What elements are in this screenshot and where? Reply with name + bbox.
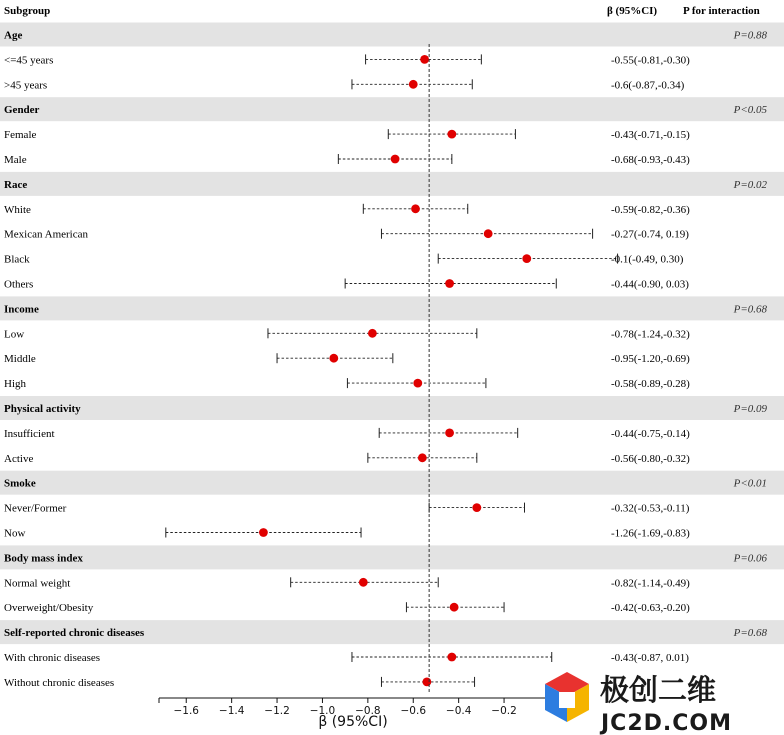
estimate-point <box>411 204 420 213</box>
estimate-point <box>422 678 431 687</box>
subgroup-label: <=45 years <box>4 54 54 67</box>
estimate-point <box>420 55 429 64</box>
group-label: Physical activity <box>4 403 81 415</box>
group-label: Income <box>4 303 39 316</box>
beta-ci-value: -0.32(-0.53,-0.11) <box>611 502 690 515</box>
subgroup-label: White <box>4 203 31 216</box>
subgroup-label: Mexican American <box>4 228 88 241</box>
group-label: Gender <box>4 104 40 117</box>
x-tick-label: −0.4 <box>445 705 472 717</box>
subgroup-header: Subgroup <box>4 5 51 17</box>
beta-ci-value: -0.43(-0.71,-0.15) <box>611 129 690 142</box>
beta-ci-value: -0.44(-0.75,-0.14) <box>611 427 690 440</box>
group-p-value: P=0.88 <box>733 29 767 42</box>
beta-ci-value: -0.59(-0.82,-0.36) <box>611 203 690 216</box>
watermark-latin: JC2D.COM <box>601 711 732 735</box>
group-label: Race <box>4 178 28 191</box>
group-band <box>0 172 784 196</box>
x-tick-label: −0.2 <box>491 705 517 717</box>
watermark-chinese: 极创二维 <box>600 673 717 707</box>
estimate-point <box>259 528 268 537</box>
beta-ci-value: -0.55(-0.81,-0.30) <box>611 54 690 67</box>
x-tick-label: −1.2 <box>264 705 290 717</box>
group-band <box>0 471 784 495</box>
x-axis-label: β (95%CI) <box>318 714 388 730</box>
beta-ci-value: -0.68(-0.93,-0.43) <box>611 154 690 166</box>
subgroup-label: Without chronic diseases <box>4 676 115 689</box>
group-label: Self-reported chronic diseases <box>4 627 145 640</box>
estimate-point <box>445 429 454 438</box>
subgroup-label: Never/Former <box>4 502 67 515</box>
beta-ci-value: -0.6(-0.87,-0.34) <box>611 79 685 92</box>
subgroup-label: Middle <box>4 353 36 366</box>
estimate-point <box>445 279 454 288</box>
group-band <box>0 296 784 320</box>
subgroup-label: Others <box>4 278 34 291</box>
group-p-value: P=0.02 <box>733 178 767 191</box>
beta-ci-value: -0.95(-1.20,-0.69) <box>611 353 690 366</box>
subgroup-label: Insufficient <box>4 427 55 440</box>
estimate-point <box>359 578 368 587</box>
estimate-point <box>418 453 427 462</box>
estimate-point <box>472 503 481 512</box>
subgroup-label: Active <box>4 452 34 465</box>
beta-ci-value: -1.26(-1.69,-0.83) <box>611 527 690 540</box>
subgroup-label: Normal weight <box>4 577 71 590</box>
subgroup-label: >45 years <box>4 79 48 92</box>
beta-ci-value: -0.42(-0.63,-0.20) <box>611 602 690 615</box>
subgroup-label: Low <box>4 328 25 341</box>
x-tick-label: −1.4 <box>218 705 245 717</box>
cube-icon <box>545 672 589 722</box>
group-p-value: P=0.09 <box>733 403 767 415</box>
beta-ci-value: -0.56(-0.80,-0.32) <box>611 452 690 465</box>
subgroup-label: Female <box>4 129 37 142</box>
beta-ci-value: -0.78(-1.24,-0.32) <box>611 328 690 341</box>
subgroup-label: Black <box>4 253 30 266</box>
beta-ci-value: -0.43(-0.87, 0.01) <box>611 652 689 664</box>
estimate-point <box>391 155 400 164</box>
estimate-point <box>484 229 493 238</box>
subgroup-label: Overweight/Obesity <box>4 602 94 615</box>
subgroup-label: Now <box>4 527 26 540</box>
estimate-point <box>447 130 456 139</box>
group-p-value: P<0.05 <box>733 104 767 117</box>
beta-ci-value: -0.1(-0.49, 0.30) <box>611 253 684 266</box>
beta-ci-value: -0.44(-0.90, 0.03) <box>611 278 689 291</box>
group-band <box>0 396 784 420</box>
estimate-point <box>413 379 422 388</box>
subgroup-label: High <box>4 378 26 391</box>
beta-ci-value: -0.58(-0.89,-0.28) <box>611 378 690 391</box>
group-band <box>0 97 784 121</box>
p-interaction-header: P for interaction <box>683 5 760 17</box>
group-label: Age <box>4 29 23 42</box>
group-p-value: P<0.01 <box>733 477 767 490</box>
estimate-point <box>409 80 418 89</box>
beta-header: β (95%CI) <box>607 5 658 17</box>
group-p-value: P=0.68 <box>733 627 767 640</box>
x-tick-label: −0.8 <box>355 705 381 717</box>
table-header <box>4 5 760 17</box>
forest-rows <box>4 30 767 689</box>
group-band <box>0 23 784 47</box>
estimate-point <box>447 653 456 662</box>
estimate-point <box>368 329 377 338</box>
group-p-value: P=0.68 <box>733 303 767 316</box>
group-label: Smoke <box>4 477 36 490</box>
subgroup-label: With chronic diseases <box>4 652 101 664</box>
group-label: Body mass index <box>4 552 83 565</box>
estimate-point <box>329 354 338 363</box>
estimate-point <box>450 603 459 612</box>
beta-ci-value: -0.27(-0.74, 0.19) <box>611 228 689 241</box>
group-p-value: P=0.06 <box>733 552 767 565</box>
watermark-logo <box>545 672 732 735</box>
x-tick-label: −1.0 <box>309 705 336 717</box>
group-band <box>0 545 784 569</box>
beta-ci-value: -0.82(-1.14,-0.49) <box>611 577 690 590</box>
subgroup-label: Male <box>4 154 27 166</box>
estimate-point <box>522 254 531 263</box>
x-tick-label: −0.6 <box>400 705 427 717</box>
x-tick-label: −1.6 <box>173 705 199 717</box>
